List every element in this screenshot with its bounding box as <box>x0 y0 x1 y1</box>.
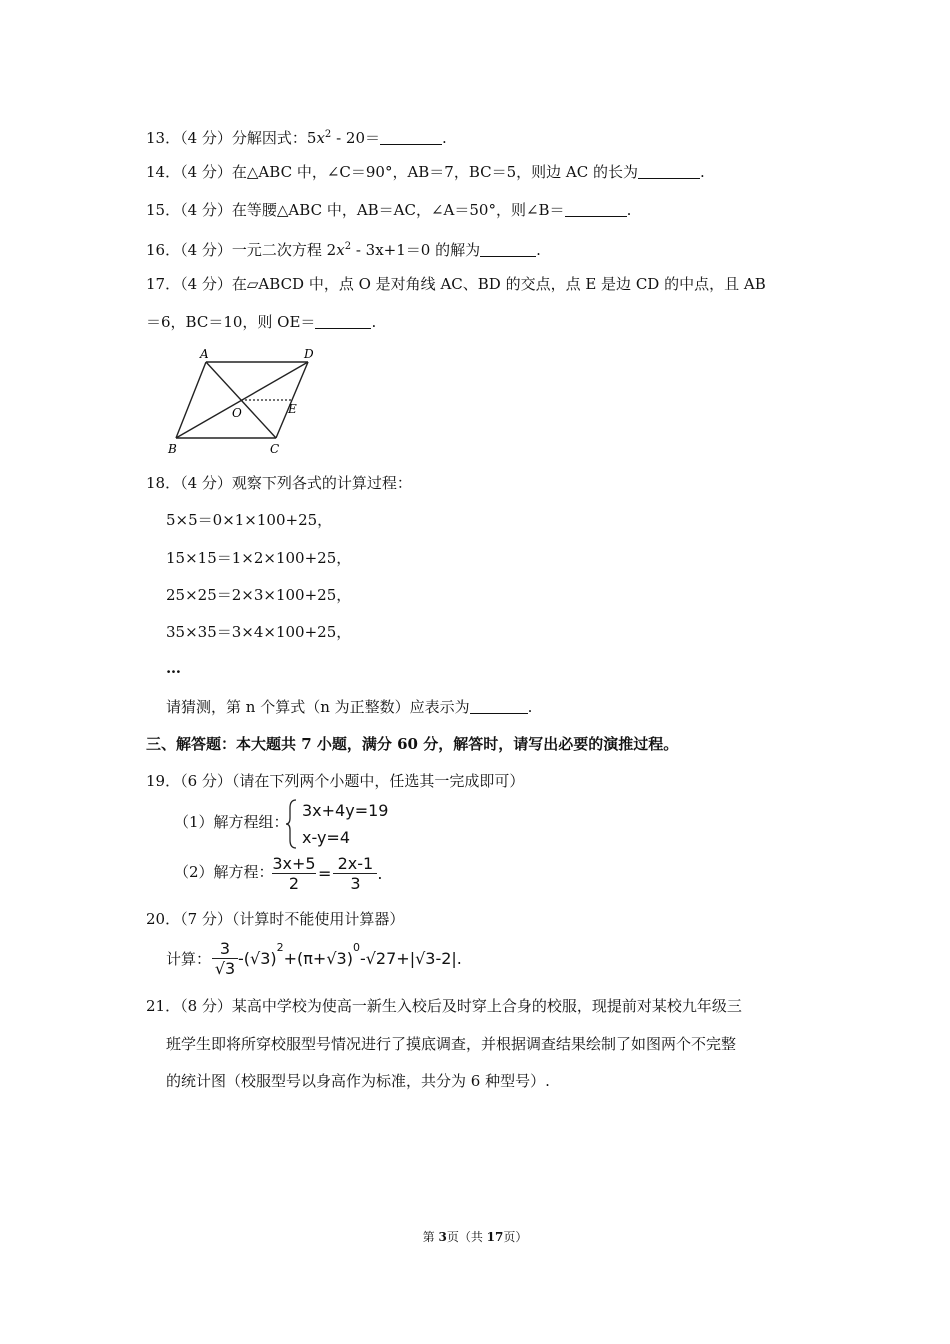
edge-ab <box>176 362 206 438</box>
answer-blank <box>380 130 442 145</box>
fraction-right: $\frac{2x-1}{3}$ <box>333 854 377 893</box>
question-21-line3: 的统计图（校服型号以身高作为标准，共分为 6 种型号）. <box>166 1072 550 1090</box>
q18-row: 35×35＝3×4×100+25， <box>166 623 352 641</box>
question-20-intro: 20．（7 分）（计算时不能使用计算器） <box>146 910 405 928</box>
question-21-line2: 班学生即将所穿校服型号情况进行了摸底调查，并根据调查结果绘制了如图两个不完整 <box>166 1035 737 1053</box>
label-b: B <box>168 442 177 456</box>
question-21-line1: 21．（8 分）某高中学校为使高一新生入校后及时穿上合身的校服，现提前对某校九年级三 <box>146 997 742 1015</box>
answer-blank <box>315 314 371 329</box>
question-18-intro: 18．（4 分）观察下列各式的计算过程： <box>146 474 412 492</box>
fraction-left: $\frac{3x+5}{2}$ <box>272 854 316 893</box>
q18-ask: 请猜测，第 n 个算式（n 为正整数）应表示为 . <box>166 698 533 716</box>
question-16: 16．（4 分）一元二次方程 $2x^2 - 3x+1=0$ 的解为 . <box>146 241 541 259</box>
q18-ellipsis: … <box>166 659 181 677</box>
q18-row: 15×15＝1×2×100+25， <box>166 549 352 567</box>
answer-blank <box>480 242 536 257</box>
question-13: 13．（4 分）分解因式：$5x^2 - 20=$ . <box>146 129 447 147</box>
answer-blank <box>638 164 700 179</box>
q18-row: 5×5＝0×1×100+25， <box>166 511 333 529</box>
label-c: C <box>270 442 280 456</box>
equation-1: 3x+4y=19 <box>302 801 389 820</box>
page-footer: 第 3页（共 17页） <box>422 1230 528 1244</box>
question-15: 15．（4 分）在等腰△ABC 中，AB＝AC，∠A＝50°，则∠B＝ . <box>146 201 632 219</box>
section-3-heading: 三、解答题：本大题共 7 小题，满分 60 分，解答时，请写出必要的演推过程。 <box>146 735 679 753</box>
label-o: O <box>232 406 242 420</box>
parallelogram-figure <box>160 345 330 460</box>
equation-2: x-y=4 <box>302 828 351 847</box>
q19-part2-label: （2）解方程： <box>174 863 274 881</box>
fraction-equation: $\frac{3x+5}{2}$ = $\frac{2x-1}{3}$ . <box>272 854 383 893</box>
question-17-line2: ＝6，BC＝10，则 OE＝ . <box>146 313 377 331</box>
label-e: E <box>288 402 297 416</box>
question-17-line1: 17．（4 分）在▱ABCD 中，点 O 是对角线 AC、BD 的交点，点 E 是边 CD 的中点，且 AB <box>146 275 766 293</box>
q18-row: 25×25＝2×3×100+25， <box>166 586 352 604</box>
q20-expression: 3 √3 -(√3) $^2$ +(π+√3) $^0$ -√27+|√3-2|. <box>212 939 462 978</box>
q20-calc-label: 计算： <box>166 950 212 968</box>
label-a: A <box>200 347 209 361</box>
brace-icon <box>284 798 298 850</box>
question-19-intro: 19．（6 分）（请在下列两个小题中，任选其一完成即可） <box>146 772 525 790</box>
fraction-3-over-sqrt3: 3 √3 <box>212 939 238 978</box>
answer-blank <box>470 699 528 714</box>
label-d: D <box>304 347 314 361</box>
question-14: 14．（4 分）在△ABC 中，∠C＝90°，AB＝7，BC＝5，则边 AC 的长为 . <box>146 163 705 181</box>
answer-blank <box>565 202 627 217</box>
q19-part1-label: （1）解方程组： <box>174 813 289 831</box>
